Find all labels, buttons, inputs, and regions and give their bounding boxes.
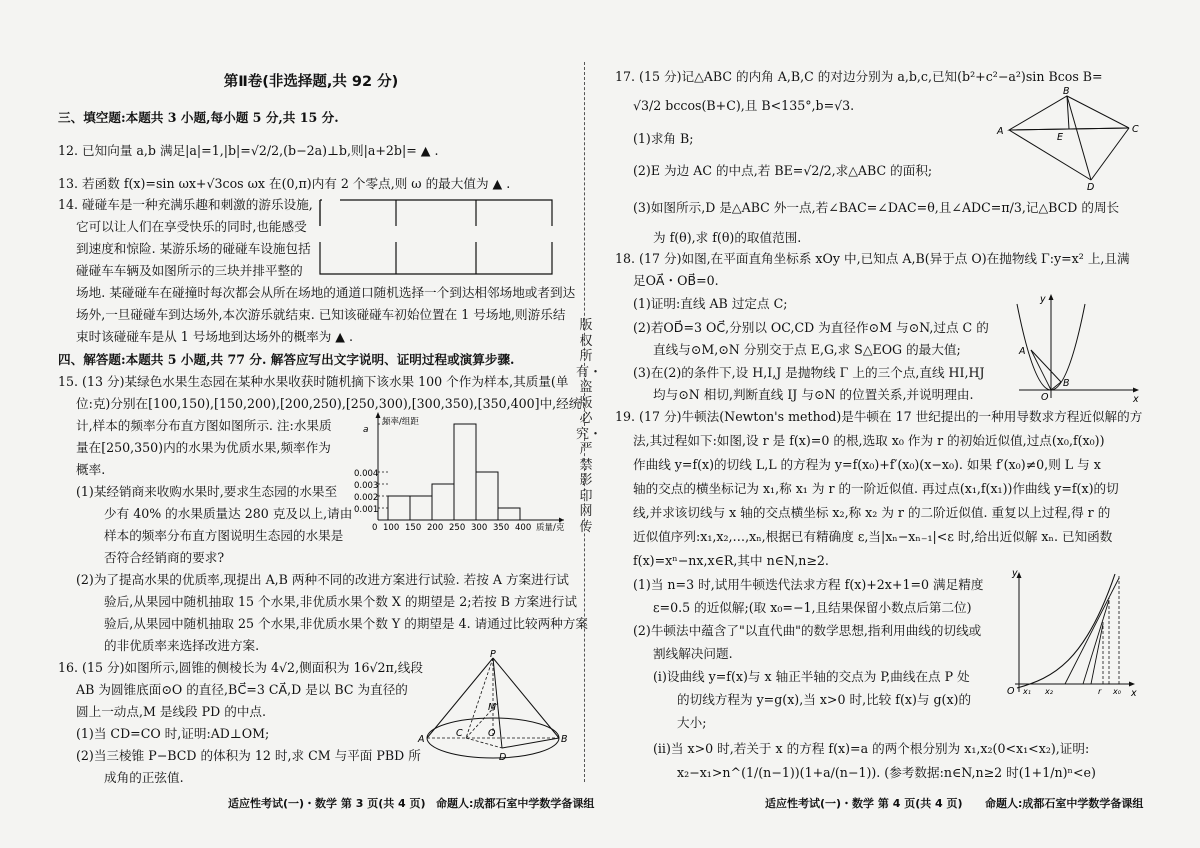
answer-heading: 四、解答题:本题共 5 小题,共 77 分. 解答应写出文字说明、证明过程或演算步骤. bbox=[58, 352, 515, 367]
newton-method-diagram bbox=[1003, 566, 1143, 698]
parabola-diagram bbox=[1013, 290, 1143, 405]
triangle-diagram bbox=[995, 88, 1145, 192]
q15-line: 验后,从果园中随机抽取 15 个水果,非优质水果个数 X 的期望是 2;若按 B 方案进行试 bbox=[104, 594, 577, 609]
q15-line: 验后,从果园中随机抽取 25 个水果,非优质水果个数 Y 的期望是 4. 请通过比较两种方案 bbox=[104, 616, 588, 631]
question-13: 13. 若函数 f(x)=sin ωx+√3cos ωx 在(0,π)内有 2 个零点,则 ω 的最大值为 ▲ . bbox=[58, 176, 511, 191]
q19-line: 19. (17 分)牛顿法(Newton's method)是牛顿在 17 世纪提出的一种用导数求方程近似解的方 bbox=[615, 409, 1143, 424]
q14-line: 到速度和惊险. 某游乐场的碰碰车设施包括 bbox=[76, 241, 311, 256]
question-12: 12. 已知向量 a,b 满足|a|=1,|b|=√2/2,(b−2a)⊥b,则|a+2b|= ▲ . bbox=[58, 143, 439, 158]
q15-line: 位:克)分别在[100,150),[150,200),[200,250),[250,300),[300,350),[350,400]中,经统 bbox=[76, 396, 582, 411]
q17-line: (1)求角 B; bbox=[633, 131, 694, 146]
q15-line: 计,样本的频率分布直方图如图所示. 注:水果质 bbox=[76, 418, 332, 433]
hist-xtick: 0 bbox=[372, 523, 378, 533]
para-label-y: y bbox=[1040, 294, 1046, 305]
newton-label-x: x bbox=[1131, 688, 1137, 699]
q15-line: 的非优质率来选择改进方案. bbox=[104, 638, 260, 653]
q19-line: ε=0.5 的近似解;(取 x₀=−1,且结果保留小数点后第二位) bbox=[653, 600, 972, 615]
cone-label-C: C bbox=[456, 728, 463, 739]
q19-line: 近似值序列:x₁,x₂,…,xₙ,根据已有精确度 ε,当|xₙ−xₙ₋₁|<ε 时,给出近似解 xₙ. 已知函数 bbox=[633, 529, 1113, 544]
q19-line: f(x)=xⁿ−nx,x∈R,其中 n∈N,n≥2. bbox=[633, 553, 829, 568]
cone-label-B: B bbox=[561, 734, 568, 745]
footer-author-left: 命题人:成都石室中学数学备课组 bbox=[436, 797, 595, 810]
q17-line: (3)如图所示,D 是△ABC 外一点,若∠BAC=∠DAC=θ,且∠ADC=π/3,记△BCD 的周长 bbox=[633, 200, 1120, 215]
newton-label-x0: x₀ bbox=[1113, 687, 1121, 696]
newton-label-x2: x₂ bbox=[1045, 687, 1053, 696]
q19-line: 割线解决问题. bbox=[653, 646, 733, 661]
q16-line: (1)当 CD=CO 时,证明:AD⊥OM; bbox=[76, 726, 270, 741]
q16-line: (2)当三棱锥 P−BCD 的体积为 12 时,求 CM 与平面 PBD 所 bbox=[76, 748, 421, 763]
footer-page-3: 适应性考试(一)・数学 第 3 页(共 4 页) bbox=[228, 797, 426, 810]
q15-line: 样本的频率分布直方图说明生态园的水果是 bbox=[104, 528, 344, 543]
cone-label-D: D bbox=[499, 752, 507, 763]
q19-line: 线,并求该切线与 x 轴的交点横坐标 x₂,称 x₂ 为 r 的二阶近似值. 重复以上过程,得 r 的 bbox=[633, 505, 1111, 520]
q14-line: 场地. 某碰碰车在碰撞时每次都会从所在场地的通道口随机选择一个到达相邻场地或者到达 bbox=[76, 285, 576, 300]
q19-line: (2)牛顿法中蕴含了"以直代曲"的数学思想,指利用曲线的切线或 bbox=[633, 623, 982, 638]
tri-label-A: A bbox=[997, 126, 1004, 137]
newton-label-O: O bbox=[1007, 686, 1015, 697]
histogram-bar bbox=[388, 496, 410, 520]
hist-xtick: 300 bbox=[471, 523, 488, 533]
hist-xtick: 100 bbox=[383, 523, 400, 533]
cone-label-M: M bbox=[488, 702, 497, 713]
q16-line: AB 为圆锥底面⊙O 的直径,BC⃗=3 CA⃗,D 是以 BC 为直径的 bbox=[76, 682, 408, 697]
q17-line: √3/2 bccos(B+C),且 B<135°,b=√3. bbox=[633, 98, 855, 113]
q17-line: (2)E 为边 AC 的中点,若 BE=√2/2,求△ABC 的面积; bbox=[633, 163, 933, 178]
tri-label-E: E bbox=[1057, 132, 1064, 143]
q18-line: (3)在(2)的条件下,设 H,I,J 是抛物线 Γ 上的三个点,直线 HI,HJ bbox=[633, 365, 985, 380]
tri-label-D: D bbox=[1087, 182, 1095, 193]
q18-line: 足OA⃗・OB⃗=0. bbox=[633, 273, 719, 288]
q16-line: 成角的正弦值. bbox=[104, 770, 184, 785]
newton-label-y: y bbox=[1012, 568, 1018, 579]
q15-line: 量在[250,350)内的水果为优质水果,频率作为 bbox=[76, 440, 331, 455]
q18-line: 直线与⊙M,⊙N 分别交于点 E,G,求 S△EOG 的最大值; bbox=[653, 342, 961, 357]
para-label-O: O bbox=[1041, 392, 1049, 403]
hist-ytick: 0.001 bbox=[354, 505, 379, 515]
q19-line: 的切线方程为 y=g(x),当 x>0 时,比较 f(x)与 g(x)的 bbox=[677, 692, 972, 707]
page-4 bbox=[615, 0, 1145, 848]
q17-line: 为 f(θ),求 f(θ)的取值范围. bbox=[653, 230, 802, 245]
q19-line: (ⅱ)当 x>0 时,若关于 x 的方程 f(x)=a 的两个根分别为 x₁,x₂(0<x₁<x₂),证明: bbox=[653, 741, 1090, 756]
q15-line: (2)为了提高水果的优质率,现提出 A,B 两种不同的改进方案进行试验. 若按 A 方案进行试 bbox=[76, 572, 569, 587]
tri-label-B: B bbox=[1063, 86, 1070, 97]
histogram-bar bbox=[432, 484, 454, 520]
histogram-bar bbox=[454, 424, 476, 520]
para-label-A: A bbox=[1019, 346, 1026, 357]
hist-xtick: 250 bbox=[449, 523, 466, 533]
q14-line: 束时该碰碰车是从 1 号场地到达场外的概率为 ▲ . bbox=[76, 329, 353, 344]
section-title: 第Ⅱ卷(非选择题,共 92 分) bbox=[223, 74, 399, 90]
q19-line: 作曲线 y=f(x)的切线 L,L 的方程为 y=f(x₀)+f′(x₀)(x−x₀). 如果 f′(x₀)≠0,则 L 与 x bbox=[633, 457, 1101, 472]
footer-page-4: 适应性考试(一)・数学 第 4 页(共 4 页) bbox=[765, 797, 963, 810]
copyright-notice: 版权所有・盗版必究・严禁影印网传 bbox=[576, 318, 603, 535]
q14-line: 碰碰车车辆及如图所示的三块并排平整的 bbox=[76, 263, 303, 278]
hist-xtick: 200 bbox=[427, 523, 444, 533]
cone-diagram bbox=[418, 649, 568, 770]
q18-line: 18. (17 分)如图,在平面直角坐标系 xOy 中,已知点 A,B(异于点 O)在抛物线 Γ:y=x² 上,且满 bbox=[615, 251, 1130, 266]
histogram-bar bbox=[476, 472, 498, 520]
q19-line: (ⅰ)设曲线 y=f(x)与 x 轴正半轴的交点为 P,曲线在点 P 处 bbox=[653, 669, 970, 684]
fill-in-heading: 三、填空题:本题共 3 小题,每小题 5 分,共 15 分. bbox=[58, 110, 339, 125]
para-label-B: B bbox=[1063, 378, 1070, 389]
q18-line: (2)若OD⃗=3 OC⃗,分别以 OC,CD 为直径作⊙M 与⊙N,过点 C 的 bbox=[633, 320, 989, 335]
hist-ytick: 0.002 bbox=[354, 493, 379, 503]
q15-line: 15. (13 分)某绿色水果生态园在某种水果收获时随机摘下该水果 100 个作为样本,其质量(单 bbox=[58, 374, 569, 389]
q14-line: 它可以让人们在享受快乐的同时,也能感受 bbox=[76, 219, 307, 234]
q18-line: (1)证明:直线 AB 过定点 C; bbox=[633, 296, 788, 311]
hist-ytick: 0.004 bbox=[354, 469, 379, 479]
para-label-x: x bbox=[1133, 394, 1139, 405]
newton-label-x1: x₁ bbox=[1023, 687, 1031, 696]
histogram-bar bbox=[498, 508, 520, 520]
q19-line: 轴的交点的横坐标记为 x₁,称 x₁ 为 r 的一阶近似值. 再过点(x₁,f(x₁))作曲线 y=f(x)的切 bbox=[633, 481, 1119, 496]
frequency-histogram bbox=[354, 408, 578, 538]
q19-line: x₂−x₁>n^(1/(n−1))(1+a/(n−1)). (参考数据:n∈N,n≥2 时(1+1/n)ⁿ<e) bbox=[677, 765, 1096, 780]
q19-line: (1)当 n=3 时,试用牛顿迭代法求方程 f(x)+2x+1=0 满足精度 bbox=[633, 577, 984, 592]
q15-line: 概率. bbox=[76, 462, 106, 477]
cone-label-P: P bbox=[490, 649, 496, 660]
q14-line: 场外,一旦碰碰车到达场外,本次游乐就结束. 已知该碰碰车初始位置在 1 号场地,则游乐结 bbox=[76, 307, 566, 322]
hist-xtick: 150 bbox=[405, 523, 422, 533]
q15-line: 少有 40% 的水果质量达 280 克及以上,请由 bbox=[104, 506, 353, 521]
tri-label-C: C bbox=[1132, 124, 1139, 135]
hist-xlabel: 质量/克 bbox=[536, 523, 565, 533]
q17-line: 17. (15 分)记△ABC 的内角 A,B,C 的对边分别为 a,b,c,已知(b²+c²−a²)sin Bcos B= bbox=[615, 69, 1103, 84]
q18-line: 均与⊙N 相切,判断直线 IJ 与⊙N 的位置关系,并说明理由. bbox=[653, 387, 974, 402]
cone-label-A: A bbox=[418, 734, 425, 745]
q15-line: (1)某经销商来收购水果时,要求生态园的水果至 bbox=[76, 484, 338, 499]
hist-ytick: 0.003 bbox=[354, 481, 379, 491]
histogram-bar bbox=[410, 496, 432, 520]
q19-line: 大小; bbox=[677, 715, 707, 730]
q19-line: 法,其过程如下:如图,设 r 是 f(x)=0 的根,选取 x₀ 作为 r 的初始近似值,过点(x₀,f(x₀)) bbox=[633, 433, 1105, 448]
bumper-field-diagram bbox=[318, 196, 554, 278]
hist-ylabel: 频率/组距 bbox=[382, 417, 419, 427]
newton-label-r: r bbox=[1098, 687, 1102, 696]
cone-label-O: O bbox=[488, 728, 496, 739]
hist-xtick: 350 bbox=[493, 523, 510, 533]
footer-author-right: 命题人:成都石室中学数学备课组 bbox=[985, 797, 1144, 810]
q14-line: 14. 碰碰车是一种充满乐趣和刺激的游乐设施, bbox=[58, 197, 313, 212]
q15-line: 否符合经销商的要求? bbox=[104, 550, 225, 565]
q16-line: 圆上一动点,M 是线段 PD 的中点. bbox=[76, 704, 267, 719]
q16-line: 16. (15 分)如图所示,圆锥的侧棱长为 4√2,侧面积为 16√2π,线段 bbox=[58, 660, 423, 675]
hist-ytick-a: a bbox=[363, 425, 369, 435]
hist-xtick: 400 bbox=[515, 523, 532, 533]
